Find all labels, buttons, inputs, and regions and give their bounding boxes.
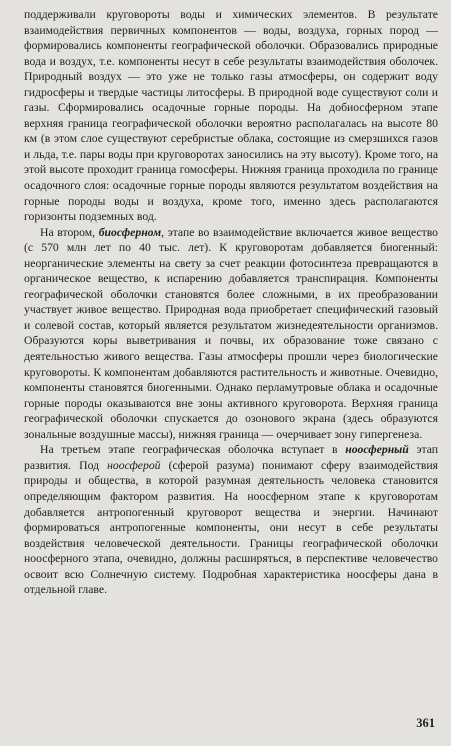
- paragraph-text: (сферой разума) понимают сферу взаимодействия природы и общества, в которой разумная деятельность человека становится определяющим фактором развития. На ноосферном этапе к круговоротам добавляется антропогенный круговорот вещества и энергии. Начинают формироваться антропогенные компоненты, они несут в себе результаты воздействия человеческой деятельности. Границы географической оболочки ноосферного этапа, очевидно, должны расширяться, в перспективе человечество освоит всю Солнечную систему. Подробная характеристика ноосферы дана в отдельной главе.: [24, 458, 438, 597]
- term-noospheric: ноосферный: [345, 443, 409, 457]
- paragraph-text: этап развития. Под: [24, 443, 438, 472]
- paragraph-biospheric-stage: [24, 225, 438, 443]
- paragraph-text: , этапе во взаимодействие включается живое вещество (с 570 млн лет по 40 тыс. лет). К круговоротам добавляется биогенный: неорганические элементы на свету за счет реакции фотосинтеза превращаются в органическое вещество, к испарению добавляется транспирация. Компоненты географической оболочки становятся более сложными, в их преобразовании участвует живое вещество. Природная вода приобретает специфический газовый и солевой состав, который является результатом жизнедеятельности организмов. Образуются коры выветривания и почвы, их образование тоже связано с деятельностью живого вещества. Газы атмосферы прошли через биологические круговороты. К компонентам добавляются растительность и животные. Очевидно, компоненты становятся биогенными. Однако перламутровые облака и осадочные горные породы оказываются вне зоны активного круговорота. Верхняя граница географической оболочки спускается до озонового экрана (здесь образуются зональные воздушные массы), нижняя граница — очерчивает зону гипергенеза.: [24, 225, 439, 441]
- paragraph-text: поддерживали круговороты воды и химических элементов. В результате взаимодействия первичных компонентов — воды, воздуха, горных пород — формировались компоненты географической оболочки. Образовались природные вода и воздух, т.е. компоненты несут в себе результаты взаимодействия оболочек. Природный воздух — это уже не только газы атмосферы, он содержит воду гидросферы и твердые частицы литосферы. В природной воде существуют соли и газы. Сформировались осадочные горные породы. На добиосферном этапе верхняя граница географической оболочки вероятно располагалась на высоте 80 км (в этом слое существуют серебристые облака, состоящие из смерзшихся газов и льда, т.е. пары воды при круговоротах заносились на эту высоту). Кроме того, на этой высоте проходит граница гомосферы. Нижняя граница проходила по границе осадочного слоя: осадочные горные породы являются результатом воздействия на горные породы воды и воздуха, кроме того, именно здесь располагаются горизонты подземных вод.: [24, 8, 438, 224]
- term-noosphere: ноосферой: [107, 458, 161, 472]
- paragraph-noospheric-stage: [24, 442, 438, 597]
- paragraph-text: На втором,: [40, 225, 99, 239]
- term-biospheric: биосферном: [98, 225, 162, 239]
- paragraph-text: На третьем этапе географическая оболочка вступает в: [40, 443, 346, 457]
- page-number: 361: [416, 716, 435, 730]
- paragraph-prebiospheric-stage: [24, 7, 438, 225]
